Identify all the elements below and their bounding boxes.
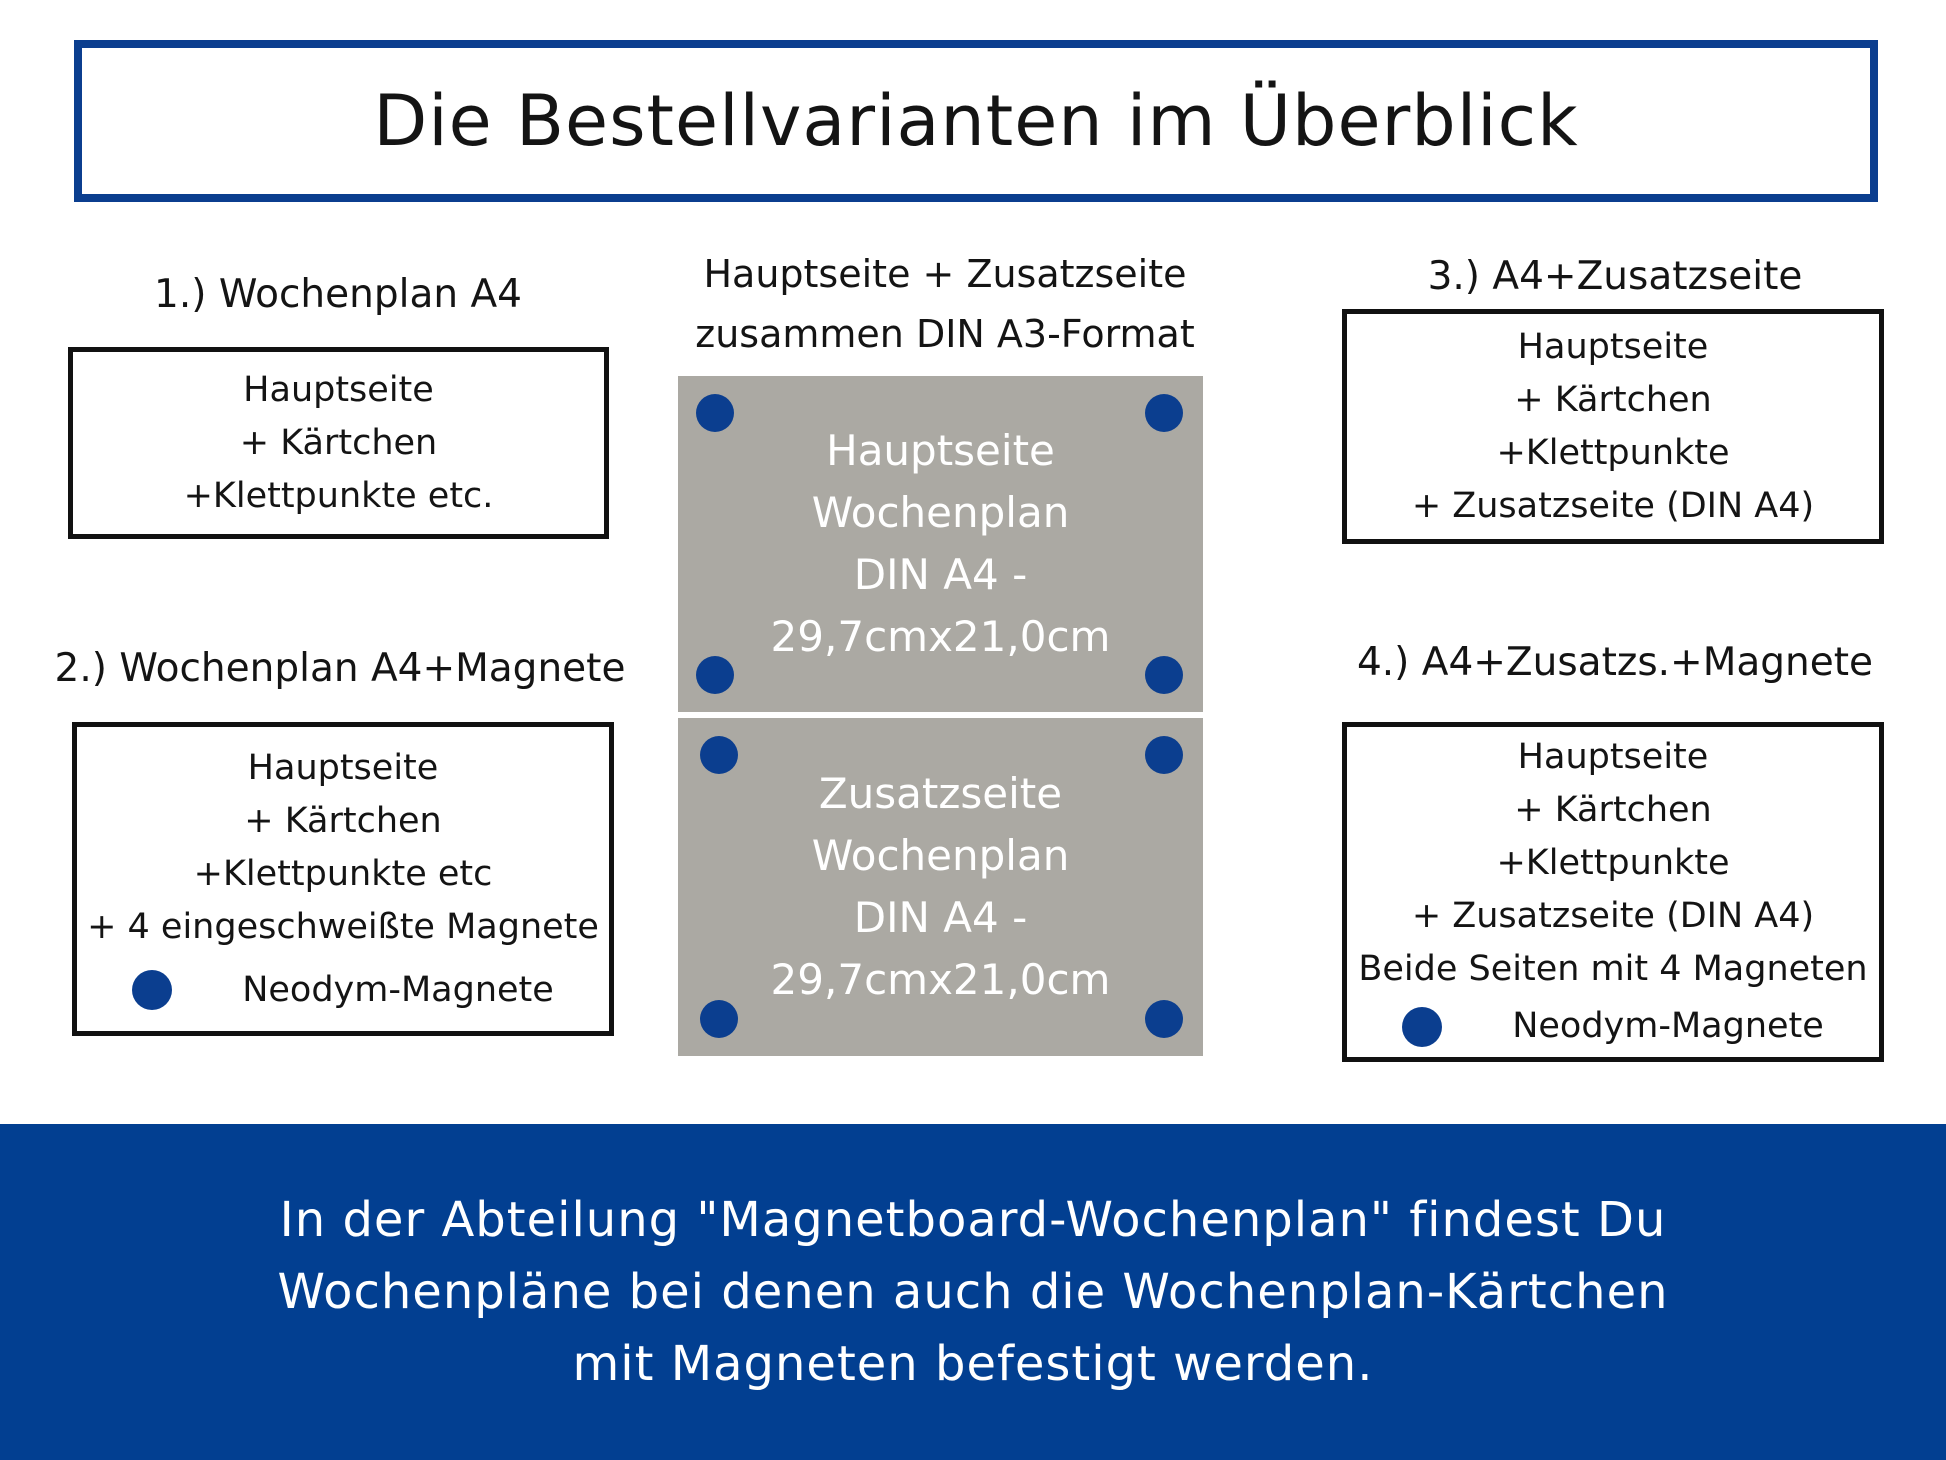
- variant-1-line: +Klettpunkte etc.: [183, 475, 494, 516]
- variant-3-line: + Kärtchen: [1514, 379, 1712, 420]
- variant-3-heading: 3.) A4+Zusatzseite: [1427, 254, 1803, 299]
- magnet-dot-icon: [696, 394, 734, 432]
- center-heading: [660, 244, 1230, 364]
- panel-line: 29,7cmx21,0cm: [770, 955, 1111, 1004]
- magnet-dot-icon: [696, 656, 734, 694]
- variant-4-line: + Zusatzseite (DIN A4): [1411, 896, 1815, 936]
- panel-line: Wochenplan: [811, 488, 1070, 537]
- variant-4-line: + Kärtchen: [1514, 790, 1712, 830]
- center-heading-line: Hauptseite + Zusatzseite: [703, 252, 1187, 296]
- magnet-dot-icon: [132, 970, 172, 1010]
- variant-4-heading: 4.) A4+Zusatzs.+Magnete: [1356, 640, 1874, 685]
- variant-4-line: Hauptseite: [1517, 737, 1709, 777]
- magnet-dot-icon: [1145, 1000, 1183, 1038]
- center-heading-line: zusammen DIN A3-Format: [695, 312, 1195, 356]
- title-box: [74, 40, 1878, 202]
- magnet-dot-icon: [1402, 1007, 1442, 1047]
- variant-1-line: + Kärtchen: [239, 422, 438, 463]
- variant-2-box: [72, 722, 614, 1036]
- variant-2-legend-label: Neodym-Magnete: [242, 969, 554, 1010]
- magnet-dot-icon: [1145, 736, 1183, 774]
- panel-line: Zusatzseite: [818, 769, 1063, 818]
- footer-line: In der Abteilung "Magnetboard-Wochenplan" findest Du: [279, 1192, 1667, 1248]
- footer-banner: [0, 1124, 1946, 1460]
- magnet-dot-icon: [700, 736, 738, 774]
- magnet-dot-icon: [1145, 394, 1183, 432]
- panel-line: 29,7cmx21,0cm: [770, 612, 1111, 661]
- page-title: Die Bestellvarianten im Überblick: [373, 80, 1579, 162]
- variant-3-line: +Klettpunkte: [1496, 432, 1730, 473]
- variant-1-line: Hauptseite: [243, 369, 434, 410]
- variant-2-line: + 4 eingeschweißte Magnete: [87, 906, 599, 947]
- main-page-panel: [678, 376, 1203, 712]
- variant-4-legend: [1402, 1000, 1824, 1053]
- footer-line: Wochenpläne bei denen auch die Wochenplan-Kärtchen: [277, 1264, 1669, 1320]
- panel-line: Wochenplan: [811, 831, 1070, 880]
- panel-line: DIN A4 -: [853, 550, 1028, 599]
- variant-2-heading: 2.) Wochenplan A4+Magnete: [54, 646, 626, 691]
- variant-4-box: [1342, 722, 1884, 1062]
- variant-3-line: Hauptseite: [1517, 326, 1709, 367]
- footer-line: mit Magneten befestigt werden.: [572, 1336, 1374, 1392]
- variant-3-box: [1342, 309, 1884, 544]
- variant-2-line: Hauptseite: [247, 747, 439, 788]
- variant-2-line: +Klettpunkte etc: [193, 853, 493, 894]
- magnet-dot-icon: [1145, 656, 1183, 694]
- panel-line: Hauptseite: [826, 426, 1055, 475]
- variant-4-line: Beide Seiten mit 4 Magneten: [1358, 949, 1868, 989]
- panel-line: DIN A4 -: [853, 893, 1028, 942]
- variant-2-legend: [132, 964, 554, 1017]
- variant-1-box: [68, 347, 609, 539]
- variant-1-heading: 1.) Wochenplan A4: [154, 272, 522, 317]
- magnet-dot-icon: [700, 1000, 738, 1038]
- variant-3-line: + Zusatzseite (DIN A4): [1411, 485, 1815, 526]
- variant-4-line: +Klettpunkte: [1496, 843, 1730, 883]
- variant-4-legend-label: Neodym-Magnete: [1512, 1006, 1824, 1046]
- extra-page-panel: [678, 718, 1203, 1056]
- variant-2-line: + Kärtchen: [244, 800, 442, 841]
